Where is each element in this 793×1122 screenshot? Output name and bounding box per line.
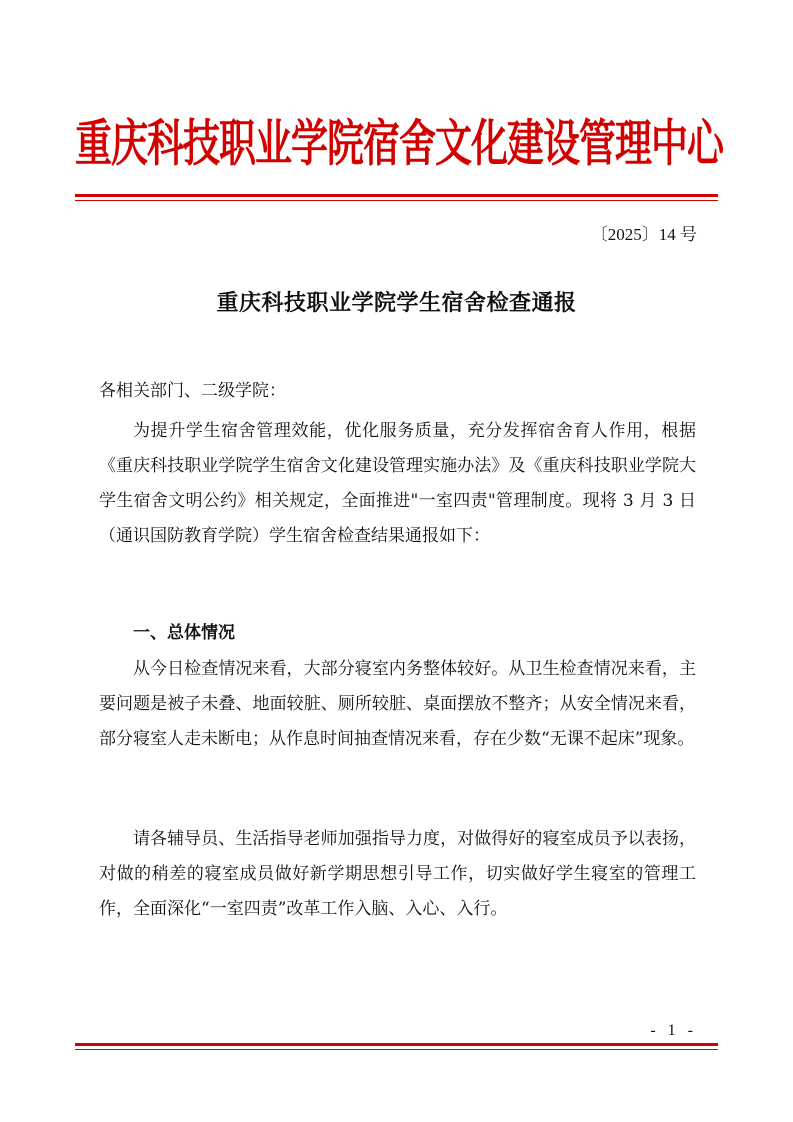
instruction-paragraph: 请各辅导员、生活指导老师加强指导力度，对做得好的寝室成员予以表扬，对做的稍差的寝室成员做好新学期思想引导工作，切实做好学生寝室的管理工作，全面深化“一室四责”改革工作入脑、入心、入行。 xyxy=(99,829,696,919)
intro-paragraph: 为提升学生宿舍管理效能，优化服务质量，充分发挥宿舍育人作用，根据《重庆科技职业学院学生宿舍文化建设管理实施办法》及《重庆科技职业学院大学生宿舍文明公约》相关规定，全面推进"一室四责"管理制度。现将 3 月 3 日（通识国防教育学院）学生宿舍检查结果通报如下： xyxy=(99,421,696,546)
header-red-rule-thin xyxy=(75,200,718,201)
footer-red-rule-thin xyxy=(75,1049,718,1050)
header-red-rule-thick xyxy=(75,194,718,197)
overview-paragraph: 从今日检查情况来看，大部分寝室内务整体较好。从卫生检查情况来看，主要问题是被子未叠、地面较脏、厕所较脏、桌面摆放不整齐；从安全情况来看，部分寝室人走未断电；从作息时间抽查情况来看，存在少数“无课不起床”现象。 xyxy=(99,659,696,749)
document-title: 重庆科技职业学院学生宿舍检查通报 xyxy=(216,290,577,316)
organization-header-title: 重庆科技职业学院宿舍文化建设管理中心 xyxy=(75,113,723,173)
document-number: 〔2025〕14 号 xyxy=(590,225,697,244)
page-number: - 1 - xyxy=(650,1022,697,1039)
section-heading-overview: 一、总体情况 xyxy=(133,623,235,643)
salutation: 各相关部门、二级学院： xyxy=(99,381,286,401)
footer-red-rule-thick xyxy=(75,1043,718,1046)
